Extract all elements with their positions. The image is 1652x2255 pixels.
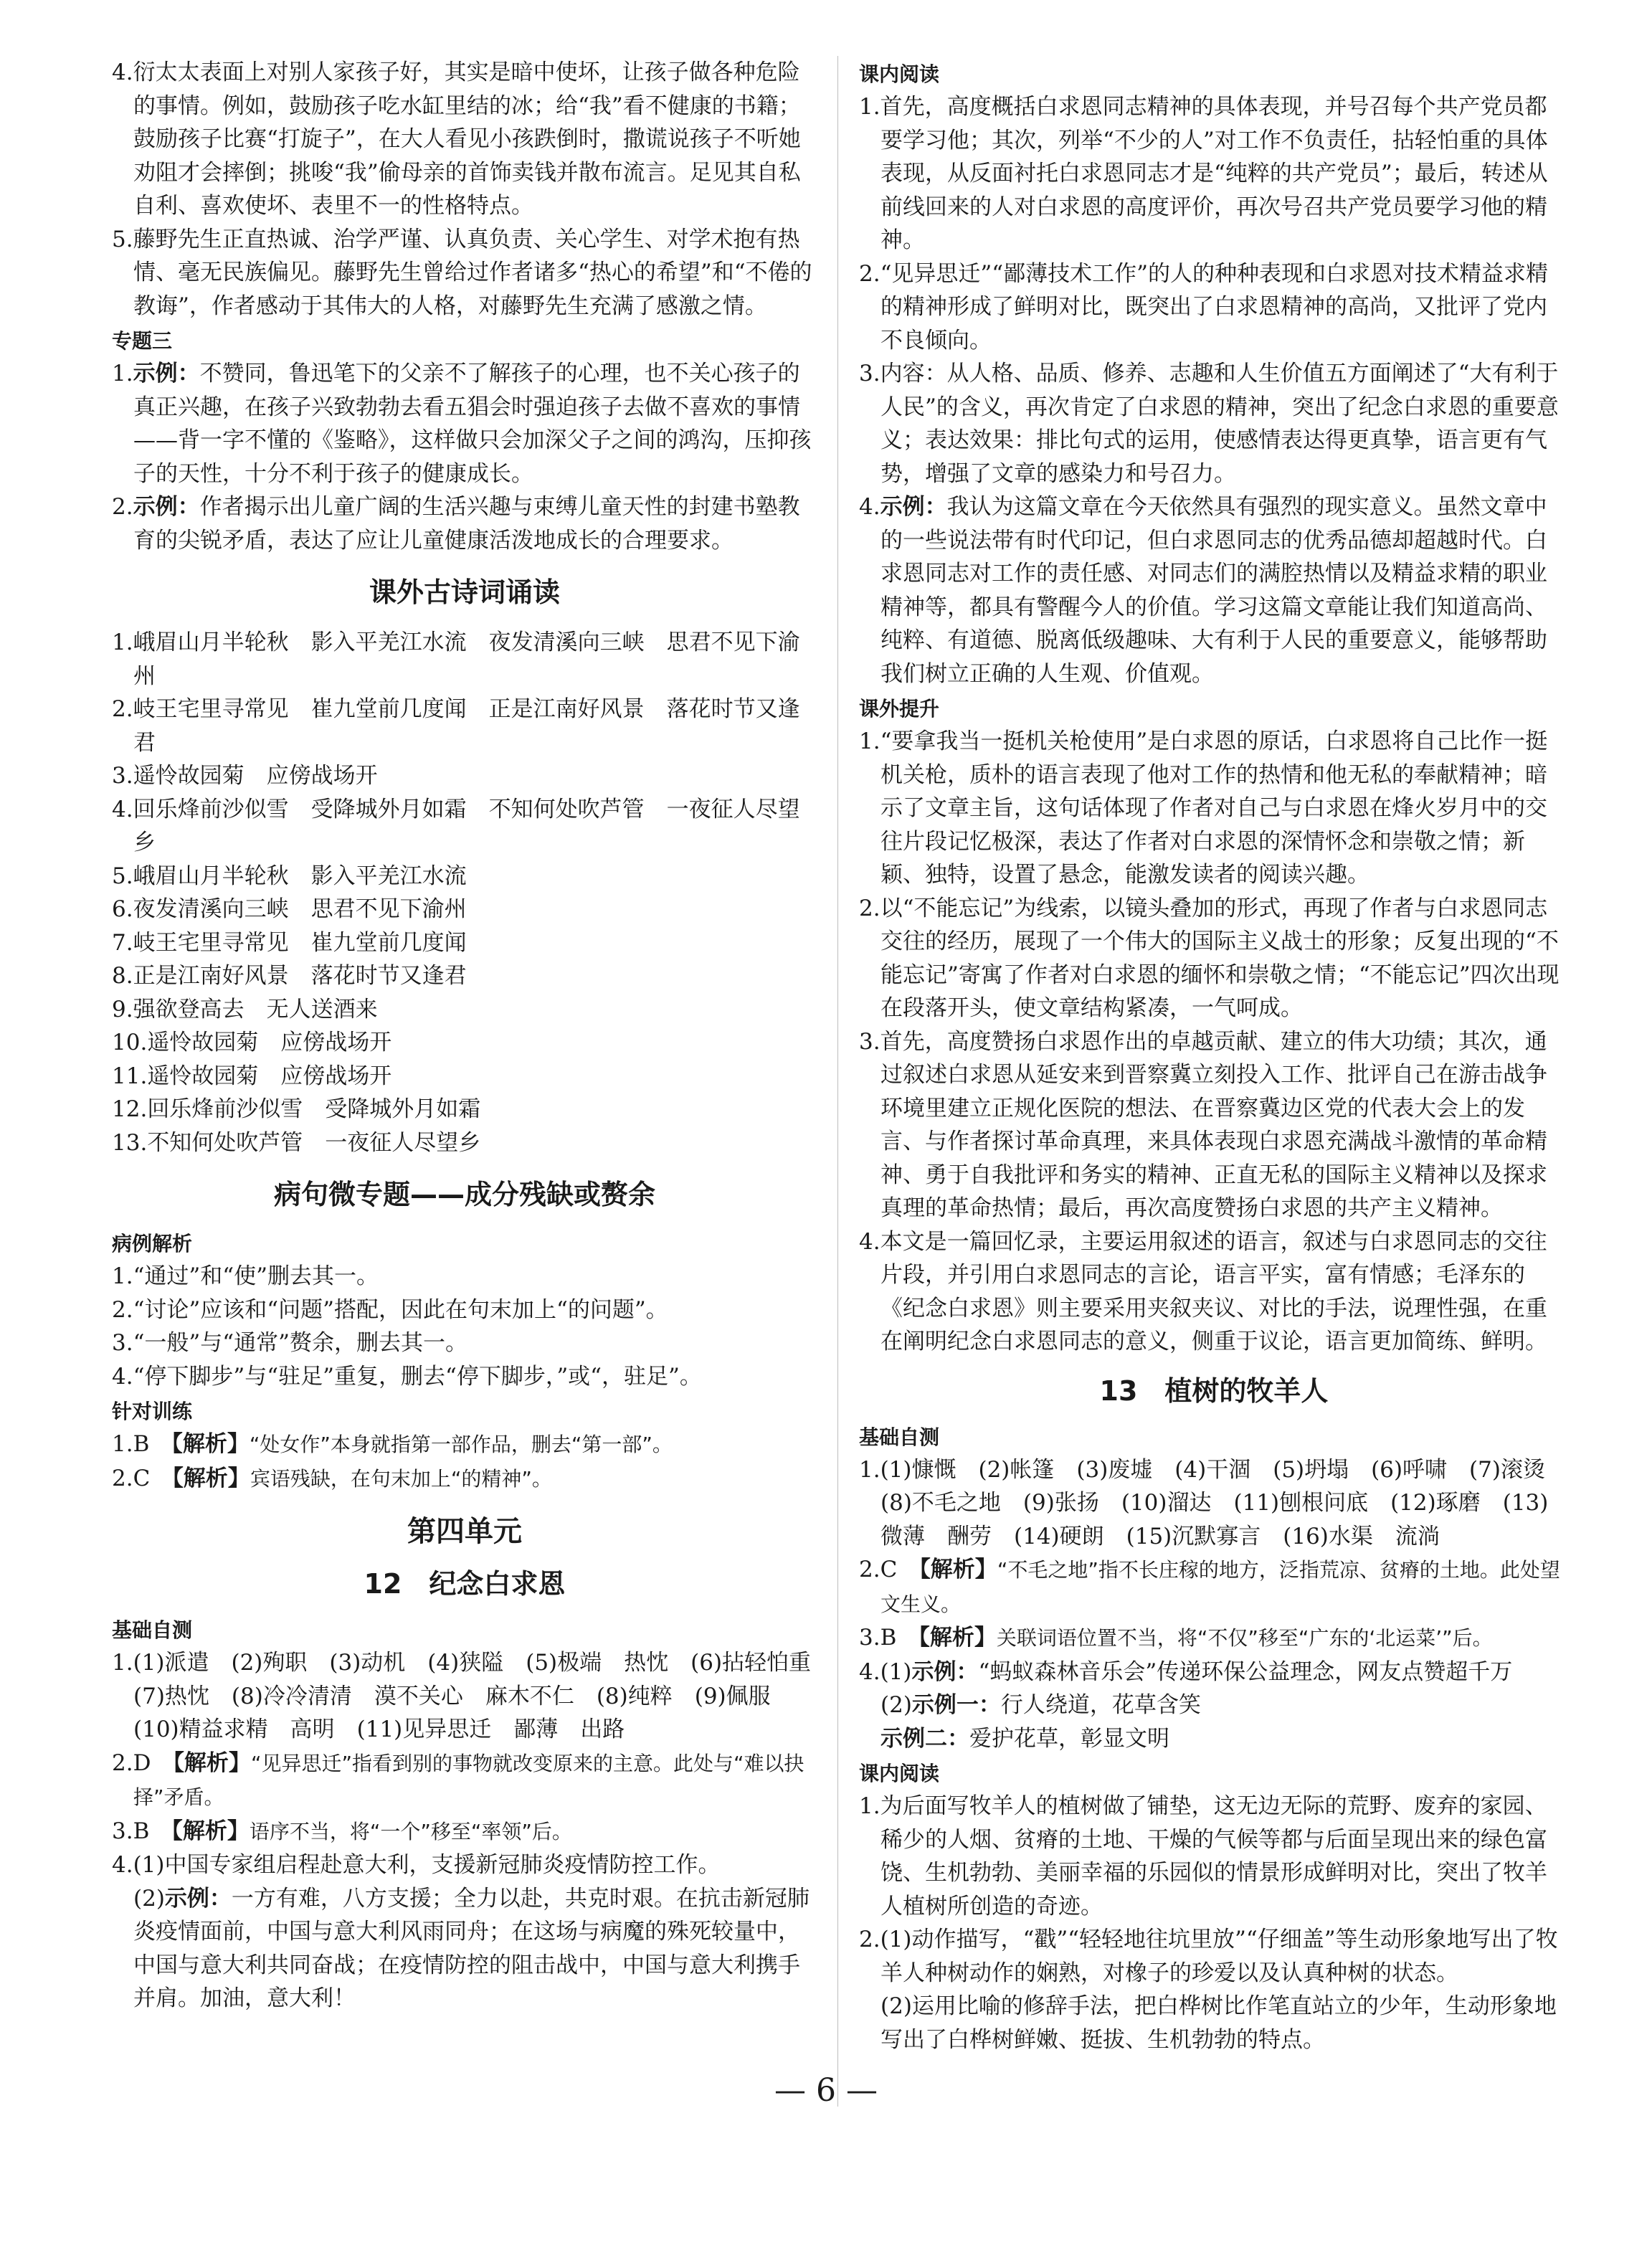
list-item: 2.以“不能忘记”为线索，以镜头叠加的形式，再现了作者与白求恩同志交往的经历，展现了一个伟大的国际主义战士的形象；反复出现的“不能忘记”寄寓了作者对白求恩的缅怀和崇敬之情；“不能忘记”四次出现在段落开头，使文章结构紧凑，一气呵成。 <box>859 895 1560 1021</box>
poem-item: 13.不知何处吹芦管 一夜征人尽望乡 <box>112 1129 481 1156</box>
list-item: 1.B 【解析】“处女作”本身就指第一部作品，删去“第一部”。 <box>112 1431 673 1457</box>
section-label-training: 针对训练 <box>112 1400 193 1423</box>
list-item: 3.B 【解析】语序不当，将“一个”移至“率领”后。 <box>112 1818 572 1844</box>
section-label-basic: 基础自测 <box>859 1425 940 1449</box>
section-label-topic3: 专题三 <box>112 329 173 353</box>
section-title-grammar: 病句微专题——成分残缺或赘余 <box>273 1179 655 1210</box>
list-item: 4.衍太太表面上对别人家孩子好，其实是暗中使坏，让孩子做各种危险的事情。例如，鼓励孩子吃水缸里结的冰；给“我”看不健康的书籍；鼓励孩子比赛“打旋子”，在大人看见小孩跌倒时，撒谎说孩子不听她劝阻才会摔倒；挑唆“我”偷母亲的首饰卖钱并散布流言。足见其自私自利、喜欢使坏、表里不一的性格特点。 <box>112 60 801 219</box>
list-item: 1.首先，高度概括白求恩同志精神的具体表现，并号召每个共产党员都要学习他；其次，列举“不少的人”对工作不负责任，拈轻怕重的具体表现，从反面衬托白求恩同志才是“纯粹的共产党员”；最后，转述从前线回来的人对白求恩的高度评价，再次号召共产党员要学习他的精神。 <box>859 94 1548 253</box>
poem-item: 9.强欲登高去 无人送酒来 <box>112 996 378 1022</box>
lesson-title-13: 13 植树的牧羊人 <box>1099 1375 1329 1407</box>
lesson-title-12: 12 纪念白求恩 <box>364 1568 566 1600</box>
list-item: 2.“见异思迁”“鄙薄技术工作”的人的种种表现和白求恩对技术精益求精的精神形成了鲜明对比，既突出了白求恩精神的高尚，又批评了党内不良倾向。 <box>859 260 1548 353</box>
list-subitem: (2)示例一：行人绕道，花草含笑 <box>880 1692 1201 1718</box>
section-label-extension: 课外提升 <box>859 697 940 721</box>
list-item: 2.“讨论”应该和“问题”搭配，因此在句末加上“的问题”。 <box>112 1296 668 1323</box>
list-item: 5.藤野先生正直热诚、治学严谨、认真负责、关心学生、对学术抱有热情、毫无民族偏见。藤野先生曾给过作者诸多“热心的希望”和“不倦的教诲”，作者感动于其伟大的人格，对藤野先生充满了感激之情。 <box>112 226 812 319</box>
unit-title: 第四单元 <box>407 1515 522 1548</box>
list-item: 1.“要拿我当一挺机关枪使用”是白求恩的原话，白求恩将自己比作一挺机关枪，质朴的语言表现了他对工作的热情和他无私的奉献精神；暗示了文章主旨，这句话体现了作者对自己与白求恩在烽火岁月中的交往片段记忆极深，表达了作者对白求恩的深情怀念和崇敬之情；新颖、独特，设置了悬念，能激发读者的阅读兴趣。 <box>859 728 1548 888</box>
list-item: 2.(1)动作描写，“戳”“轻轻地往坑里放”“仔细盖”等生动形象地写出了牧羊人种树动作的娴熟，对橡子的珍爱以及认真种树的状态。 <box>859 1927 1558 1986</box>
poem-item: 11.遥怜故园菊 应傍战场开 <box>112 1063 392 1089</box>
list-item: 3.内容：从人格、品质、修养、志趣和人生价值五方面阐述了“大有利于人民”的含义，再次肯定了白求恩的精神，突出了纪念白求恩的重要意义；表达效果：排比句式的运用，使感情表达得更真挚，语言更有气势，增强了文章的感染力和号召力。 <box>859 361 1559 487</box>
list-item: 2.C 【解析】宾语残缺，在句末加上“的精神”。 <box>112 1465 552 1491</box>
list-item: 1.(1)派遣 (2)殉职 (3)动机 (4)狭隘 (5)极端 热忱 (6)拈轻怕重 (7)热忱 (8)冷冷清清 漠不关心 麻木不仁 (8)纯粹 (9)佩服 (10)精益求精 高明 (11)见异思迁 鄙薄 出路 <box>112 1650 834 1742</box>
list-subitem: 示例二：爱护花草，彰显文明 <box>880 1725 1169 1752</box>
list-item: 4.本文是一篇回忆录，主要运用叙述的语言，叙述与白求恩同志的交往片段，并引用白求恩同志的言论，语言平实，富有情感；毛泽东的《纪念白求恩》则主要采用夹叙夹议、对比的手法，说理性强，在重在阐明纪念白求恩同志的意义，侧重于议论，语言更加简练、鲜明。 <box>859 1228 1547 1354</box>
column-divider <box>837 56 838 2107</box>
list-item: 1.“通过”和“使”删去其一。 <box>112 1263 379 1289</box>
poem-item: 4.回乐烽前沙似雪 受降城外月如霜 不知何处吹芦管 一夜征人尽望乡 <box>112 796 800 855</box>
list-item: 1.(1)慷慨 (2)帐篷 (3)废墟 (4)干涸 (5)坍塌 (6)呼啸 (7)滚烫 (8)不毛之地 (9)张扬 (10)溜达 (11)刨根问底 (12)琢磨 (13)微薄 酬劳 (14)硬朗 (15)沉默寡言 (16)水渠 流淌 <box>859 1456 1567 1549</box>
list-item: 4.“停下脚步”与“驻足”重复，删去“停下脚步，”或“，驻足”。 <box>112 1363 702 1390</box>
list-item: 1.为后面写牧羊人的植树做了铺垫，这无边无际的荒野、废弃的家园、稀少的人烟、贫瘠的土地、干燥的气候等都与后面呈现出来的绿色富饶、生机勃勃、美丽幸福的乐园似的情景形成鲜明对比，突出了牧羊人植树所创造的奇迹。 <box>859 1793 1547 1919</box>
poem-item: 6.夜发清溪向三峡 思君不见下渝州 <box>112 896 467 922</box>
poem-item: 1.峨眉山月半轮秋 影入平羌江水流 夜发清溪向三峡 思君不见下渝州 <box>112 630 800 689</box>
section-label-reading: 课内阅读 <box>859 62 940 86</box>
poem-item: 7.岐王宅里寻常见 崔九堂前几度闻 <box>112 929 467 956</box>
list-item: 3.B 【解析】关联词语位置不当，将“不仅”移至“广东的‘北运菜’”后。 <box>859 1625 1493 1651</box>
poem-item: 5.峨眉山月半轮秋 影入平羌江水流 <box>112 863 467 889</box>
list-item: 2.示例：作者揭示出儿童广阔的生活兴趣与束缚儿童天性的封建书塾教育的尖锐矛盾，表达了应让儿童健康活泼地成长的合理要求。 <box>112 494 800 554</box>
list-item: 3.“一般”与“通常”赘余，删去其一。 <box>112 1330 467 1356</box>
list-item: 2.D 【解析】“见异思迁”指看到别的事物就改变原来的主意。此处与“难以抉择”矛盾。 <box>112 1750 804 1809</box>
section-label-basic: 基础自测 <box>112 1618 193 1642</box>
right-column <box>859 56 1569 2056</box>
list-item: 4.(1)中国专家组启程赴意大利，支援新冠肺炎疫情防控工作。 <box>112 1852 721 1878</box>
poem-item: 2.岐王宅里寻常见 崔九堂前几度闻 正是江南好风景 落花时节又逢君 <box>112 696 800 756</box>
poem-item: 10.遥怜故园菊 应傍战场开 <box>112 1030 392 1055</box>
list-subitem: (2)运用比喻的修辞手法，把白桦树比作笔直站立的少年，生动形象地写出了白桦树鲜嫩、挺拔、生机勃勃的特点。 <box>880 1993 1557 2053</box>
poem-item: 8.正是江南好风景 落花时节又逢君 <box>112 963 467 989</box>
left-column <box>112 56 834 2016</box>
list-subitem: (2)示例：一方有难，八方支援；全力以赴，共克时艰。在抗击新冠肺炎疫情面前，中国与意大利风雨同舟；在这场与病魔的殊死较量中，中国与意大利共同奋战；在疫情防控的阻击战中，中国与意大利携手并肩。加油，意大利！ <box>133 1885 810 2011</box>
list-item: 1.示例：不赞同，鲁迅笔下的父亲不了解孩子的心理，也不关心孩子的真正兴趣，在孩子兴致勃勃去看五猖会时强迫孩子去做不喜欢的事情——背一字不懂的《鉴略》，这样做只会加深父子之间的鸿沟，压抑孩子的天性，十分不利于孩子的健康成长。 <box>112 361 812 487</box>
list-item: 4.(1)示例：“蚂蚁森林音乐会”传递环保公益理念，网友点赞超千万 <box>859 1658 1513 1685</box>
list-item: 3.首先，高度赞扬白求恩作出的卓越贡献、建立的伟大功绩；其次，通过叙述白求恩从延安来到晋察冀立刻投入工作、批评自己在游击战争环境里建立正规化医院的想法、在晋察冀边区党的代表大会上的发言、与作者探讨革命真理，来具体表现白求恩充满战斗激情的革命精神、勇于自我批评和务实的精神、正直无私的国际主义精神以及探求真理的革命热情；最后，再次高度赞扬白求恩的共产主义精神。 <box>859 1028 1547 1221</box>
section-label-reading-13: 课内阅读 <box>859 1762 940 1785</box>
section-label-analysis: 病例解析 <box>112 1232 193 1255</box>
page-number: — 6 — <box>774 2072 878 2109</box>
section-title-poetry: 课外古诗词诵读 <box>369 576 560 608</box>
poem-item: 12.回乐烽前沙似雪 受降城外月如霜 <box>112 1096 481 1122</box>
poem-item: 3.遥怜故园菊 应傍战场开 <box>112 763 378 789</box>
list-item: 2.C 【解析】“不毛之地”指不长庄稼的地方，泛指荒凉、贫瘠的土地。此处望文生义。 <box>859 1557 1560 1616</box>
list-item: 4.示例：我认为这篇文章在今天依然具有强烈的现实意义。虽然文章中的一些说法带有时代印记，但白求恩同志的优秀品德却超越时代。白求恩同志对工作的责任感、对同志们的满腔热情以及精益求精的职业精神等，都具有警醒今人的价值。学习这篇文章能让我们知道高尚、纯粹、有道德、脱离低级趣味、大有利于人民的重要意义，能够帮助我们树立正确的人生观、价值观。 <box>859 494 1547 687</box>
